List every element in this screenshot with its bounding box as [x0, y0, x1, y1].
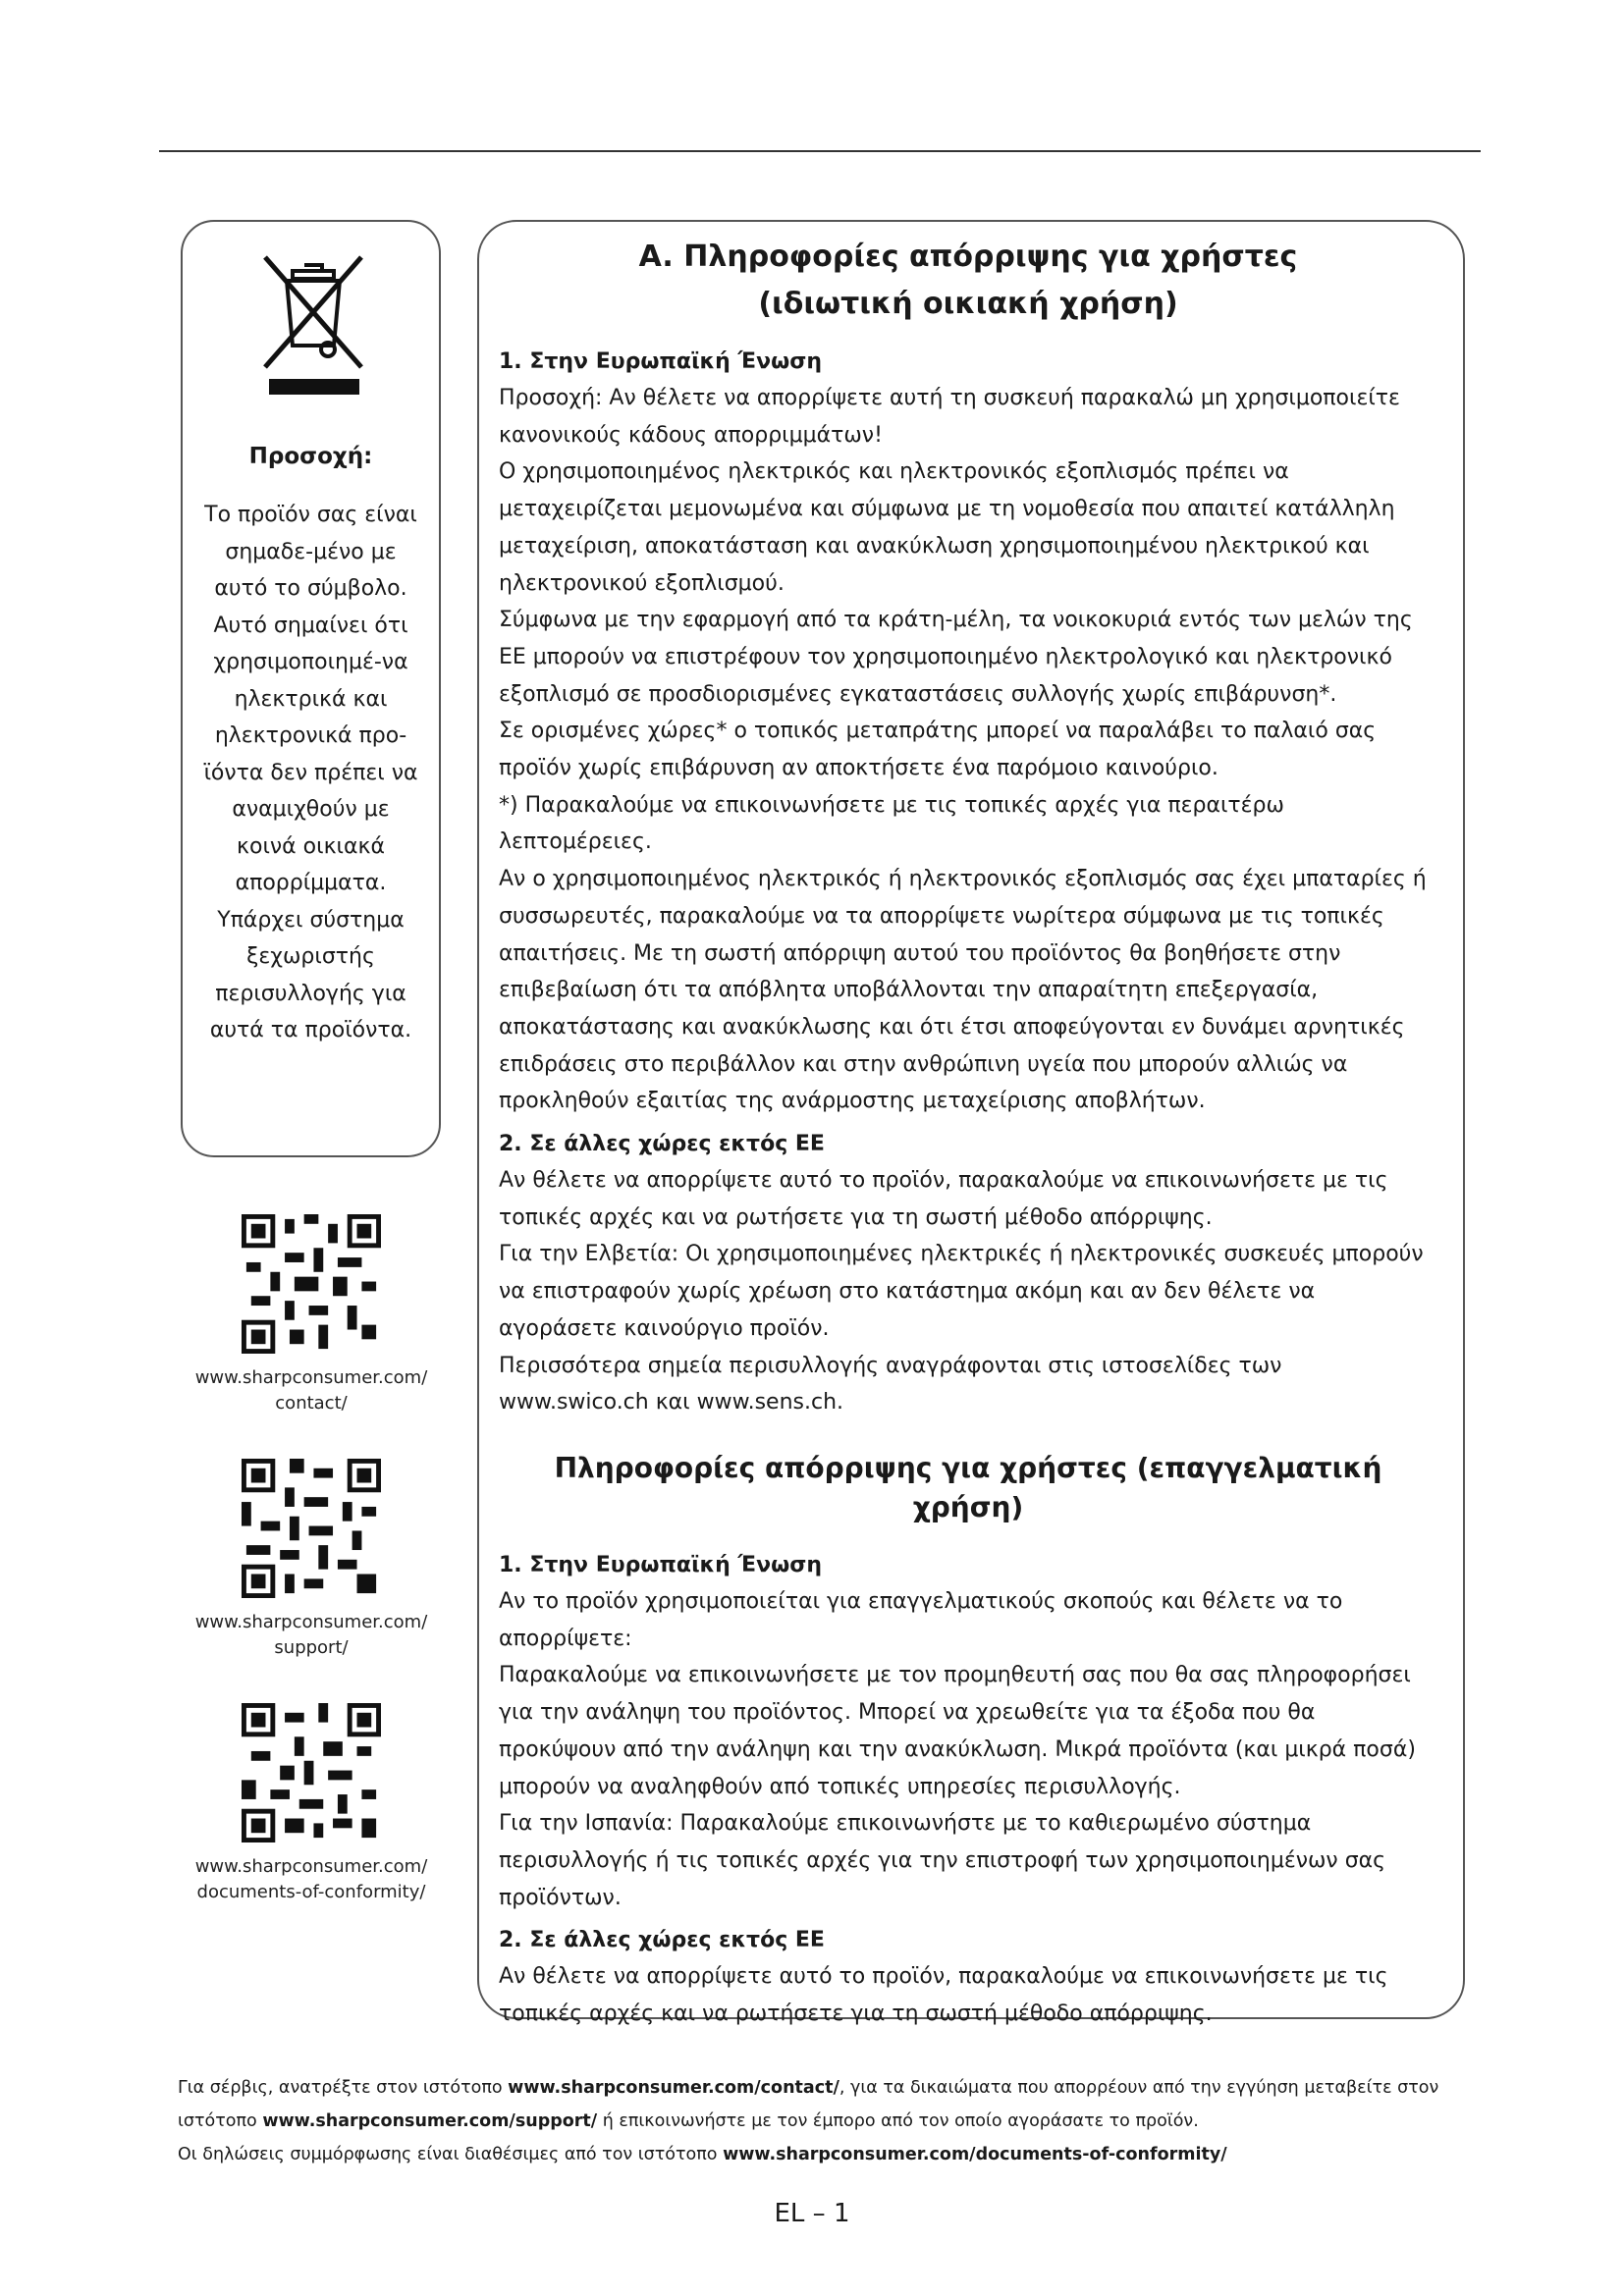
qr-url-line1: www.sharpconsumer.com/: [194, 1367, 428, 1388]
qr-url-line1: www.sharpconsumer.com/: [194, 1856, 428, 1877]
section-b-title: Πληροφορίες απόρριψης για χρήστες (επαγγελματική χρήση): [554, 1451, 1382, 1523]
section-b-subheading-non-eu: 2. Σε άλλες χώρες εκτός ΕΕ: [499, 1928, 825, 1953]
support-link[interactable]: www.sharpconsumer.com/support/: [262, 2111, 598, 2131]
contact-link[interactable]: www.sharpconsumer.com/contact/: [508, 2078, 839, 2098]
qr-code-icon: [242, 1703, 381, 1842]
section-a-paragraph: Ο χρησιμοποιημένος ηλεκτρικός και ηλεκτρονικός εξοπλισμός πρέπει να μεταχειρίζεται μεμονωμένα και σύμφωνα με τη νομοθεσία που απαιτεί κατάλληλη μεταχείριση, αποκατάσταση και ανακύκλωση χρησιμοποιημένου ηλεκτρικού και ηλεκτρονικού εξοπλισμού.: [499, 459, 1395, 596]
qr-code-icon: [242, 1214, 381, 1354]
qr-url-line2: contact/: [275, 1393, 348, 1414]
qr-url-line1: www.sharpconsumer.com/: [194, 1612, 428, 1632]
section-a-paragraph: Σε ορισμένες χώρες* ο τοπικός μεταπράτης μπορεί να παραλάβει το παλαιό σας προϊόν χωρίς επιβάρυνση αν αποκτήσετε ένα παρόμοιο καινούριο.: [499, 719, 1377, 781]
section-a-paragraph: Αν ο χρησιμοποιημένος ηλεκτρικός ή ηλεκτρονικός εξοπλισμός σας έχει μπαταρίες ή συσσωρευτές, παρακαλούμε να τα απορρίψετε νωρίτερα σύμφωνα με τις τοπικές απαιτήσεις. Με τη σωστή απόρριψη αυτού του προϊόντος θα βοηθήσετε στην επιβεβαίωση ότι τα απόβλητα υποβάλλονται την απαραίτητη επεξεργασία, αποκατάστασης και ανακύκλωσης και ότι έτσι αποφεύγονται εν δυνάμει αρνητικές επιδράσεις στο περιβάλλον και στην ανθρώπινη υγεία που μπορούν αλλιώς να προκληθούν εξαιτίας της ανάρμοστης μεταχείρισης αποβλήτων.: [499, 867, 1427, 1114]
page-number: EL – 1: [774, 2199, 850, 2228]
footer-text: Οι δηλώσεις συμμόρφωσης είναι διαθέσιμες από τον ιστότοπο: [178, 2145, 724, 2164]
qr-caption: [169, 1854, 454, 1905]
weee-bar: [269, 379, 359, 395]
section-b-paragraph: Αν το προϊόν χρησιμοποιείται για επαγγελματικούς σκοπούς και θέλετε να το απορρίψετε:: [499, 1588, 1343, 1651]
footer-text: ή επικοινωνήστε με τον έμπορο από τον οποίο αγοράσατε το προϊόν.: [597, 2111, 1199, 2131]
section-a-title: [499, 234, 1437, 328]
footer-text: , για τα δικαιώματα που απορρέουν από την εγγύηση μεταβείτε στον ιστότοπο: [178, 2078, 1439, 2131]
section-b-paragraph: Για την Ισπανία: Παρακαλούμε επικοινωνήστε με το καθιερωμένο σύστημα περισυλλογής ή τις τοπικές αρχές για την επιστροφή των χρησιμοποιημένων σας προϊόντων.: [499, 1811, 1386, 1910]
notice-title: Προσοχή:: [248, 444, 373, 469]
section-a-subheading-eu: 1. Στην Ευρωπαϊκή Ένωση: [499, 349, 823, 374]
footer-text: Για σέρβις, ανατρέξτε στον ιστότοπο: [178, 2078, 509, 2098]
section-b-paragraph: Παρακαλούμε να επικοινωνήσετε με τον προμηθευτή σας που θα σας πληροφορήσει για την ανάληψη του προϊόντος. Μπορεί να χρεωθείτε για τα έξοδα που θα προκύψουν από την ανάληψη και την ανακύκλωση. Μικρά προϊόντα (και μικρά ποσά) μπορούν να αναληφθούν από τοπικές υπηρεσίες περισυλλογής.: [499, 1663, 1416, 1799]
section-b-subheading-eu: 1. Στην Ευρωπαϊκή Ένωση: [499, 1552, 823, 1577]
qr-url-line2: support/: [274, 1637, 349, 1658]
section-b-paragraph: Αν θέλετε να απορρίψετε αυτό το προϊόν, παρακαλούμε να επικοινωνήσετε με τις τοπικές αρχές και να ρωτήσετε για τη σωστή μέθοδο απόρριψης.: [499, 1964, 1388, 2027]
section-a-paragraph: Περισσότερα σημεία περισυλλογής αναγράφονται στις ιστοσελίδες των www.swico.ch και www.sens.ch.: [499, 1353, 1282, 1415]
weee-notice-box: [181, 220, 441, 1157]
section-a-subheading-non-eu: 2. Σε άλλες χώρες εκτός ΕΕ: [499, 1132, 825, 1157]
qr-contact[interactable]: [169, 1214, 454, 1416]
notice-text: Το προϊόν σας είναι σημαδε-μένο με αυτό το σύμβολο. Αυτό σημαίνει ότι χρησιμοποιημέ-να ηλεκτρικά και ηλεκτρονικά προ-ϊόντα δεν πρέπει να αναμιχθούν με κοινά οικιακά απορρίμματα. Υπάρχει σύστημα ξεχωριστής περισυλλογής για αυτά τα προϊόντα.: [203, 503, 418, 1042]
disposal-info-box: [477, 220, 1465, 2027]
conformity-link[interactable]: www.sharpconsumer.com/documents-of-conformity/: [723, 2145, 1227, 2164]
section-a-paragraph: Σύμφωνα με την εφαρμογή από τα κράτη-μέλη, τα νοικοκυριά εντός των μελών της ΕΕ μπορούν να επιστρέφουν τον χρησιμοποιημένο ηλεκτρολογικό και ηλεκτρονικό εξοπλισμό σε προσδιορισμένες εγκαταστάσεις συλλογής χωρίς επιβάρυνση*.: [499, 608, 1413, 707]
qr-caption: [169, 1365, 454, 1416]
qr-conformity[interactable]: [169, 1703, 454, 1905]
top-rule: [159, 150, 1481, 152]
section-a-title-line1: A. Πληροφορίες απόρριψης για χρήστες: [638, 240, 1298, 274]
qr-url-line2: documents-of-conformity/: [196, 1882, 426, 1902]
section-a-paragraph: Αν θέλετε να απορρίψετε αυτό το προϊόν, παρακαλούμε να επικοινωνήσετε με τις τοπικές αρχές και να ρωτήσετε για τη σωστή μέθοδο απόρριψης.: [499, 1168, 1388, 1230]
footer-note: [178, 2071, 1474, 2171]
section-a-paragraph: *) Παρακαλούμε να επικοινωνήσετε με τις τοπικές αρχές για περαιτέρω λεπτομέρειες.: [499, 792, 1284, 855]
section-a-paragraph: Για την Ελβετία: Οι χρησιμοποιημένες ηλεκτρικές ή ηλεκτρονικές συσκευές μπορούν να επιστραφούν χωρίς χρέωση στο κατάστημα ακόμη και αν δεν θέλετε να αγοράσετε καινούργιο προϊόν.: [499, 1242, 1424, 1341]
qr-code-icon: [242, 1459, 381, 1598]
section-a-paragraph: Προσοχή: Αν θέλετε να απορρίψετε αυτή τη συσκευή παρακαλώ μη χρησιμοποιείτε κανονικούς κάδους απορριμμάτων!: [499, 386, 1400, 448]
section-a-title-line2: (ιδιωτική οικιακή χρήση): [758, 287, 1178, 321]
qr-caption: [169, 1610, 454, 1661]
qr-support[interactable]: [169, 1459, 454, 1661]
crossed-bin-icon: [257, 251, 369, 375]
